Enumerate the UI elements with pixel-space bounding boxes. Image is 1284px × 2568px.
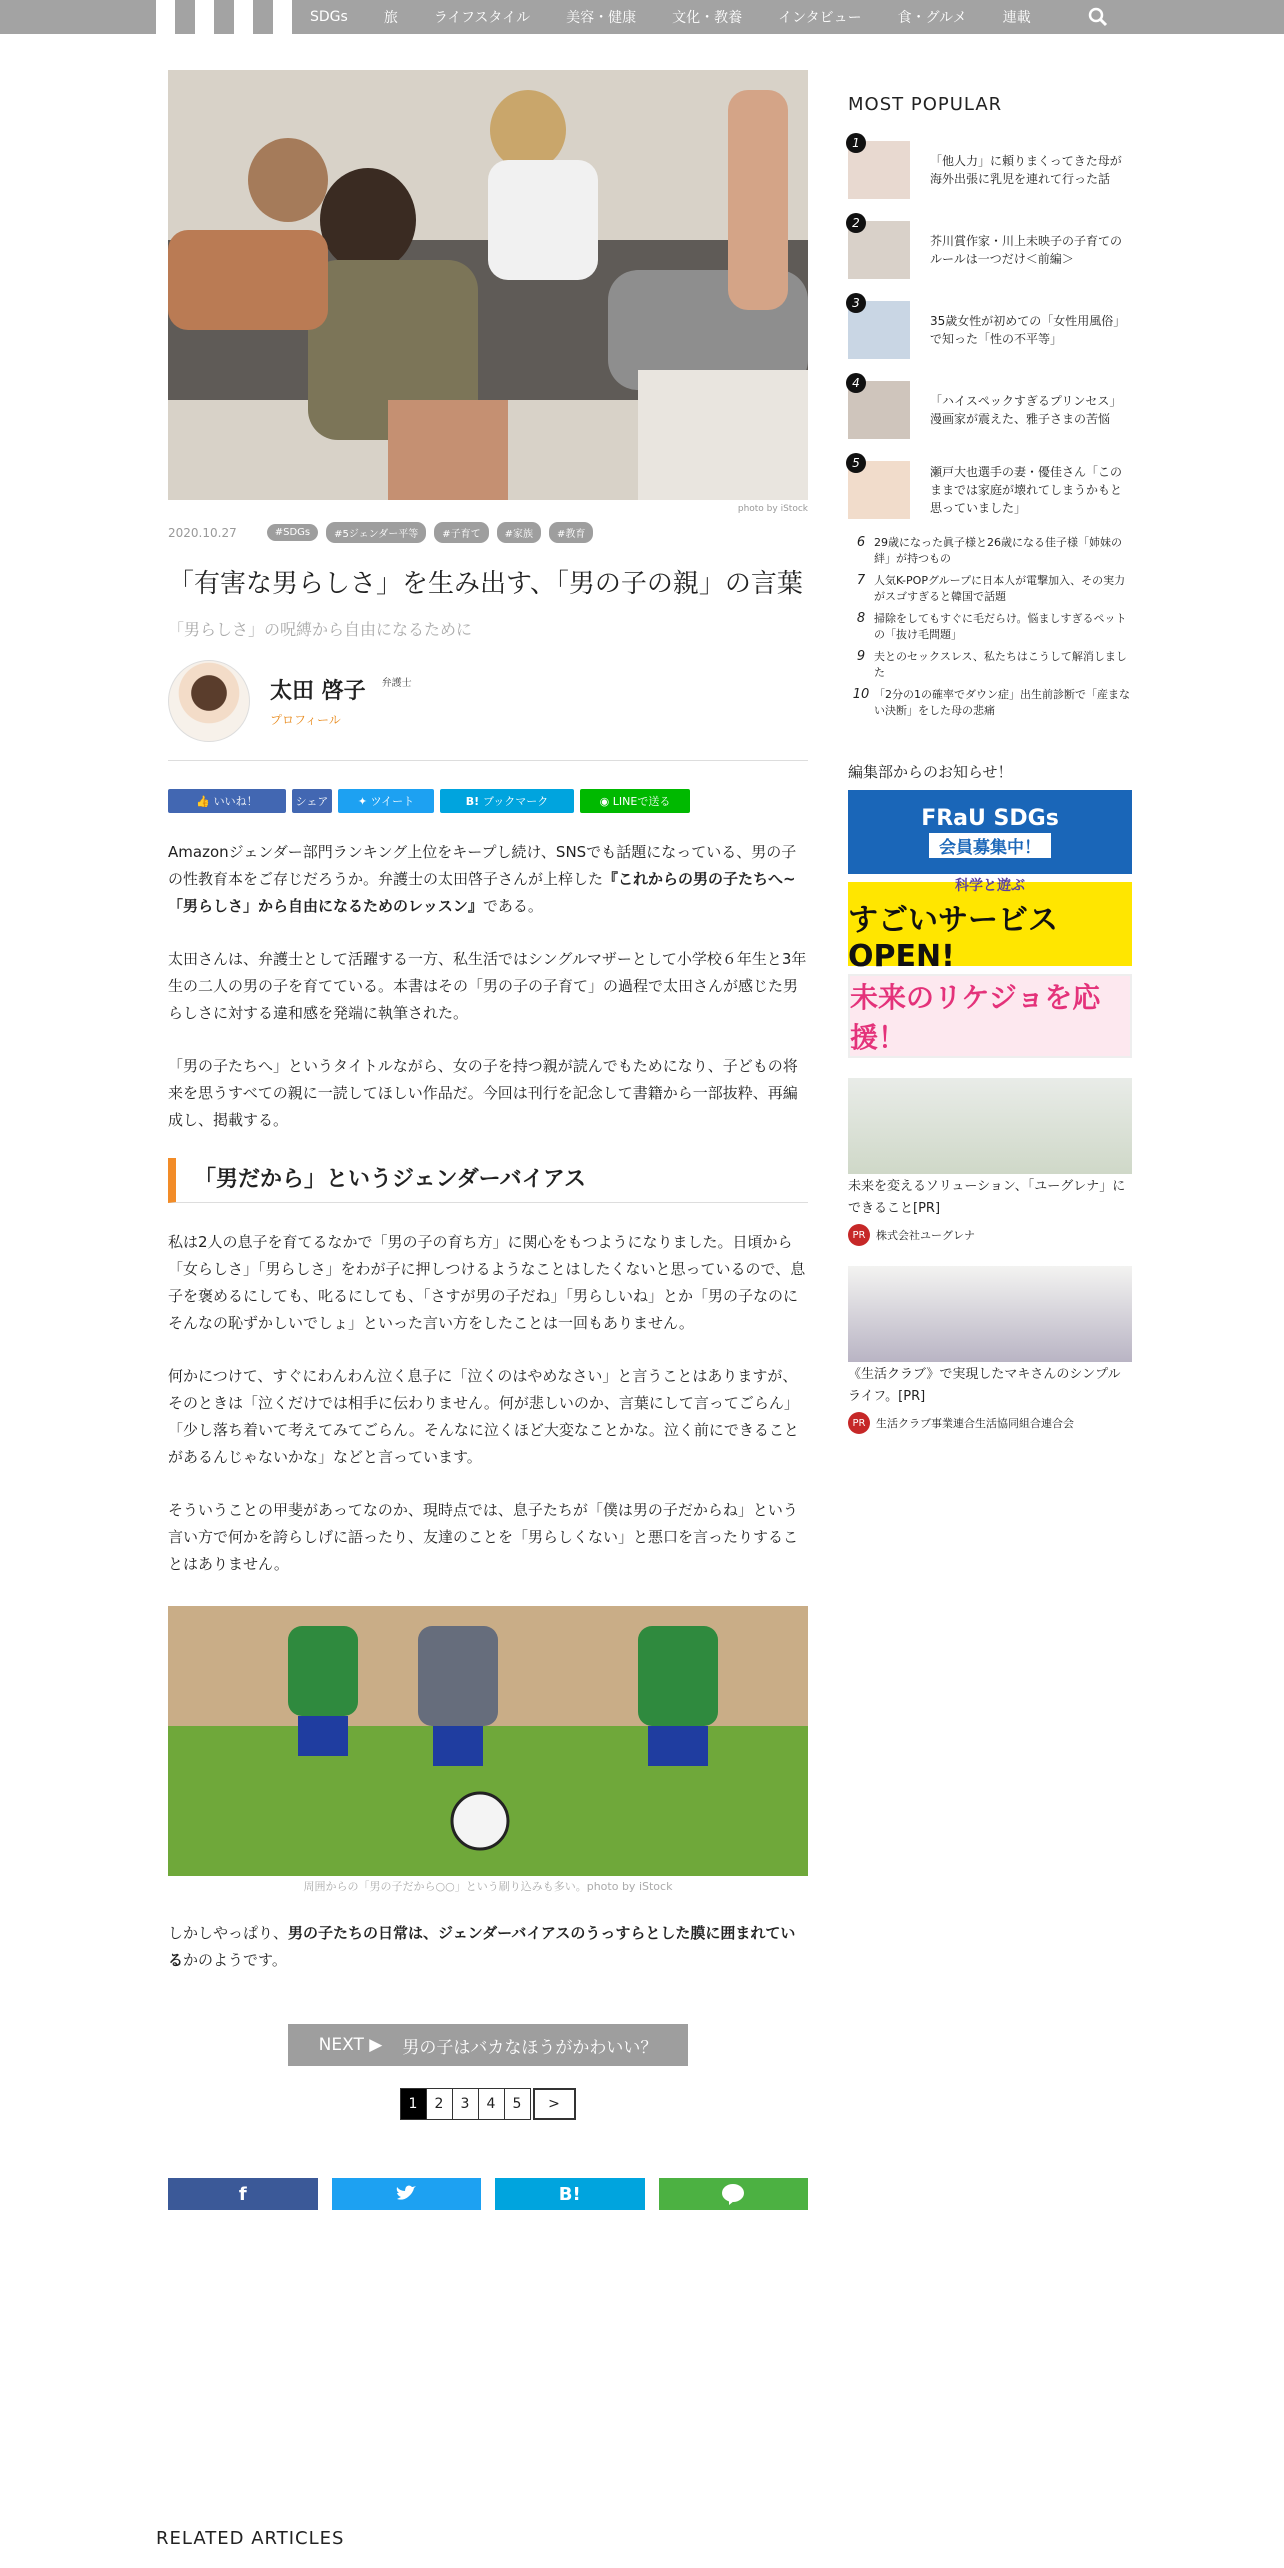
- article-meta: [168, 522, 808, 543]
- hero-image: [168, 70, 808, 514]
- tag-gender[interactable]: #5ジェンダー平等: [326, 522, 426, 543]
- popular-thumbnail: 4: [848, 381, 910, 439]
- tag-education[interactable]: #教育: [549, 522, 593, 543]
- news-heading: 編集部からのお知らせ！: [848, 763, 1013, 781]
- image-caption: 周囲からの「男の子だから○○」という刷り込みも多い。photo by iStock: [303, 1880, 673, 1893]
- line-icon: [721, 2183, 745, 2205]
- facebook-icon: f: [238, 2183, 247, 2205]
- nav-item-lifestyle[interactable]: ライフスタイル: [433, 10, 531, 26]
- pagination: [168, 2088, 808, 2120]
- pr-badge: PR: [848, 1412, 870, 1434]
- twitter-share-bottom[interactable]: [332, 2178, 482, 2210]
- hatena-icon: B!: [558, 2183, 581, 2205]
- ad-title[interactable]: 《生活クラブ》で実現したマキさんのシンプルライフ。[PR]: [848, 1367, 1121, 1404]
- section-heading: 「男だから」というジェンダーバイアス: [168, 1158, 808, 1203]
- search-icon[interactable]: [1086, 5, 1110, 29]
- popular-small-item[interactable]: 8 掃除をしてもすぐに毛だらけ。悩ましすぎるペットの「抜け毛問題」: [856, 611, 1127, 641]
- popular-thumbnail: 3: [848, 301, 910, 359]
- soccer-image: [168, 1606, 808, 1876]
- rikejo-banner[interactable]: 未来のリケジョを応援！: [848, 974, 1132, 1058]
- facebook-share-button[interactable]: シェア: [292, 789, 332, 813]
- popular-item[interactable]: 5 瀬戸大也選手の妻・優佳さん「このままでは家庭が壊れてしまうかもと思っていました」: [848, 455, 1132, 525]
- nav-item-travel[interactable]: 旅: [383, 10, 398, 26]
- nav-item-series[interactable]: 連載: [1002, 10, 1031, 26]
- sidebar: [848, 94, 1132, 1434]
- divider: [168, 760, 808, 761]
- ad-title[interactable]: 未来を変えるソリューション、「ユーグレナ」にできること[PR]: [848, 1179, 1126, 1216]
- hatena-bookmark-button[interactable]: B! ブックマーク: [440, 789, 574, 813]
- twitter-icon: ✦: [357, 794, 371, 808]
- hatena-icon: B!: [465, 794, 483, 808]
- paragraph-4: 私は2人の息子を育てるなかで「男の子の育ち方」に関心をもつようになりました。日頃から「女らしさ」「男らしさ」をわが子に押しつけるようなことはしたくないと思っているので、息子を褒めるにしても、叱るにしても、「さすが男の子だね」「男らしいね」とか「男の子なのにそんなの恥ずかしいでしょ」といった言い方をしたことは一回もありません。: [168, 1233, 806, 1332]
- tag-family[interactable]: #家族: [497, 522, 541, 543]
- hero-credit: photo by iStock: [737, 504, 808, 514]
- ad-sponsor: PR 生活クラブ事業連合生活協同組合連合会: [848, 1412, 1132, 1434]
- popular-small-item[interactable]: 10 「2分の1の確率でダウン症」出生前診断で「産まない決断」をした母の悲痛: [852, 687, 1130, 717]
- next-title: 男の子はバカなほうがかわいい？: [402, 2037, 658, 2058]
- page-4[interactable]: 4: [478, 2088, 505, 2120]
- page-2[interactable]: 2: [426, 2088, 453, 2120]
- tweet-button[interactable]: ✦ ツイート: [338, 789, 434, 813]
- line-share-bottom[interactable]: [659, 2178, 809, 2210]
- paragraph-1: Amazonジェンダー部門ランキング上位をキープし続け、SNSでも話題になっている、男の子の性教育本をご存じだろうか。弁護士の太田啓子さんが上梓した『これからの男の子たちへ~「男らしさ」から自由になるためのレッスン』である。: [168, 843, 797, 915]
- author-block: [168, 660, 808, 742]
- soccer-illustration: [168, 1606, 808, 1876]
- facebook-like-button[interactable]: 👍 いいね！: [168, 789, 286, 813]
- science-service-banner[interactable]: 科学と遊ぶ すごいサービス OPEN!: [848, 882, 1132, 966]
- book-title: 『これからの男の子たちへ~「男らしさ」から自由になるためのレッスン』: [168, 870, 796, 915]
- next-label: NEXT ▶: [318, 2035, 383, 2055]
- article-title: 「有害な男らしさ」を生み出す、「男の子の親」の言葉: [168, 569, 803, 599]
- pr-badge: PR: [848, 1224, 870, 1246]
- nav-menu: [292, 0, 1049, 34]
- author-avatar: [168, 660, 250, 742]
- author-role: 弁護士: [381, 678, 412, 689]
- publish-date: 2020.10.27: [168, 525, 237, 540]
- popular-item[interactable]: 4 「ハイスペックすぎるプリンセス」漫画家が震えた、雅子さまの苦悩: [848, 375, 1132, 445]
- popular-small-item[interactable]: 7 人気K-POPグループに日本人が電撃加入、その実力がスゴすぎると韓国で話題: [856, 573, 1126, 603]
- twitter-icon: [395, 2185, 417, 2203]
- popular-small-item[interactable]: 6 29歳になった眞子様と26歳になる佳子様「姉妹の絆」が持つもの: [856, 535, 1122, 565]
- next-page-arrow[interactable]: >: [533, 2088, 576, 2120]
- popular-item[interactable]: 2 芥川賞作家・川上未映子の子育てのルールは一つだけ＜前編＞: [848, 215, 1132, 285]
- ad-image-euglena[interactable]: [848, 1078, 1132, 1174]
- next-page-button[interactable]: [288, 2024, 688, 2066]
- tag-parenting[interactable]: #子育て: [434, 522, 488, 543]
- ad-image-seikatsu-club[interactable]: [848, 1266, 1132, 1362]
- page-3[interactable]: 3: [452, 2088, 479, 2120]
- tag-sdgs[interactable]: #SDGs: [267, 524, 318, 541]
- related-articles-heading: RELATED ARTICLES: [156, 2528, 345, 2549]
- facebook-share-bottom[interactable]: [168, 2178, 318, 2210]
- bottom-share-buttons: [168, 2178, 808, 2210]
- page-5[interactable]: 5: [504, 2088, 531, 2120]
- nav-item-food[interactable]: 食・グルメ: [897, 10, 967, 26]
- page-1[interactable]: 1: [400, 2088, 427, 2120]
- share-buttons: [168, 789, 808, 813]
- popular-thumbnail: 5: [848, 461, 910, 519]
- article-subtitle: 「男らしさ」の呪縛から自由になるために: [168, 620, 473, 639]
- top-nav: [0, 0, 1284, 34]
- popular-thumbnail: 2: [848, 221, 910, 279]
- author-profile-link[interactable]: プロフィール: [270, 713, 341, 727]
- author-name[interactable]: 太田 啓子: [270, 679, 366, 704]
- popular-small-item[interactable]: 9 夫とのセックスレス、私たちはこうして解消しました: [856, 649, 1127, 679]
- popular-item[interactable]: 1 「他人力」に頼りまくってきた母が海外出張に乳児を連れて行った話: [848, 135, 1132, 205]
- paragraph-5: 何かにつけて、すぐにわんわん泣く息子に「泣くのはやめなさい」と言うことはありますが、そのときは「泣くだけでは相手に伝わりません。何が悲しいのか、言葉にして言ってごらん」「少し落ち着いて考えてみてごらん。そんなに泣くほど大変なことかな。泣く前にできることがあるんじゃないかな」などと言っています。: [168, 1367, 799, 1466]
- nav-item-sdgs[interactable]: SDGs: [310, 9, 348, 25]
- paragraph-2: 太田さんは、弁護士として活躍する一方、私生活ではシングルマザーとして小学校６年生と3年生の二人の男の子を育てている。本書はその「男の子の子育て」の過程で太田さんが感じた男らしさに対する違和感を発端に執筆された。: [168, 950, 807, 1022]
- thumbs-up-icon: 👍: [196, 794, 214, 808]
- site-logo[interactable]: [156, 0, 292, 34]
- popular-item[interactable]: 3 35歳女性が初めての「女性用風俗」で知った「性の不平等」: [848, 295, 1132, 365]
- hatena-share-bottom[interactable]: [495, 2178, 645, 2210]
- most-popular-heading: MOST POPULAR: [848, 94, 1003, 115]
- popular-list: [848, 135, 1132, 525]
- hero-illustration: [168, 70, 808, 500]
- nav-item-interview[interactable]: インタビュー: [778, 10, 862, 26]
- nav-item-beauty[interactable]: 美容・健康: [566, 10, 637, 26]
- nav-item-culture[interactable]: 文化・教養: [672, 10, 743, 26]
- line-icon: ◉: [599, 794, 613, 808]
- paragraph-6: そういうことの甲斐があってなのか、現時点では、息子たちが「僕は男の子だからね」という言い方で何かを誇らしげに語ったり、友達のことを「男らしくない」と悪口を言ったりすることはありません。: [168, 1501, 799, 1573]
- frau-sdgs-banner[interactable]: FRaU SDGs 会員募集中！: [848, 790, 1132, 874]
- popular-thumbnail: 1: [848, 141, 910, 199]
- article: [168, 70, 808, 2210]
- paragraph-3: 「男の子たちへ」というタイトルながら、女の子を持つ親が読んでもためになり、子どもの将来を思うすべての親に一読してほしい作品だ。今回は刊行を記念して書籍から一部抜粋、再編成し、掲載する。: [168, 1057, 798, 1129]
- ad-sponsor: PR 株式会社ユーグレナ: [848, 1224, 1132, 1246]
- paragraph-7: しかしやっぱり、男の子たちの日常は、ジェンダーバイアスのうっすらとした膜に囲まれているかのようです。: [168, 1924, 796, 1969]
- line-share-button[interactable]: ◉ LINEで送る: [580, 789, 690, 813]
